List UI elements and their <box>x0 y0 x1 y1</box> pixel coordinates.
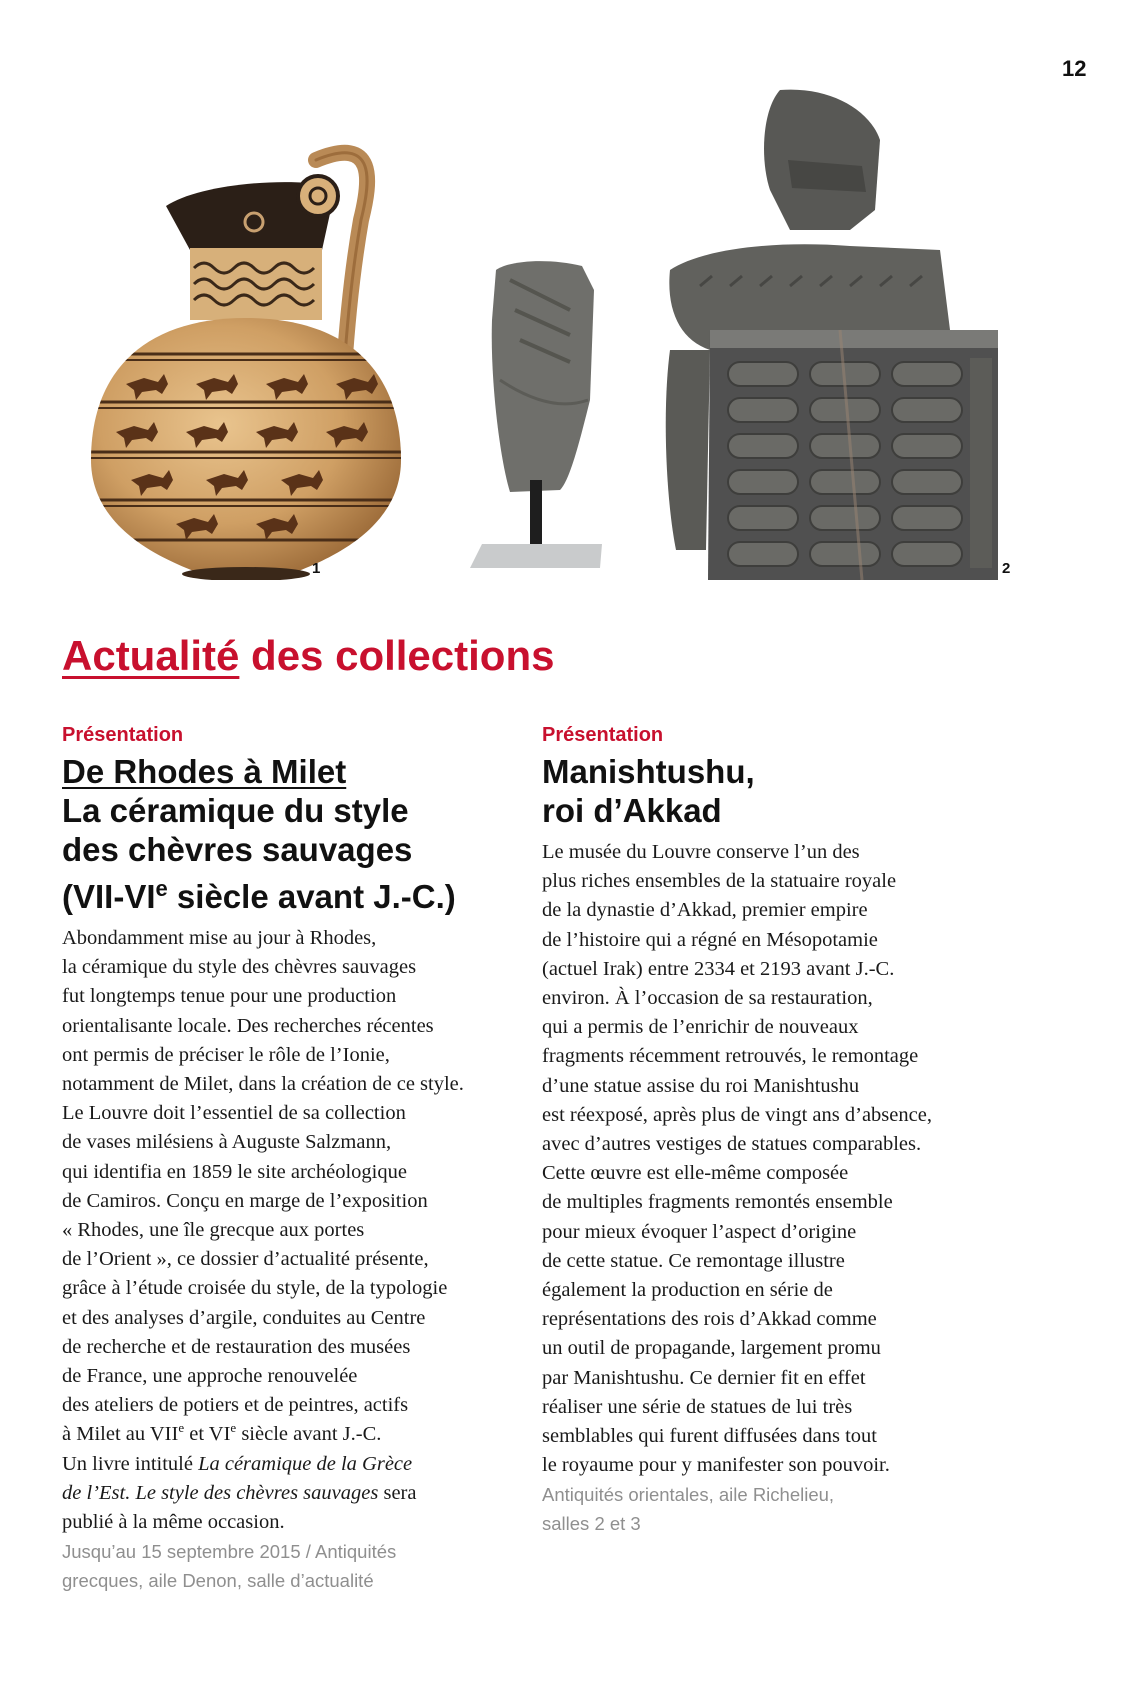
headline-line-1 <box>62 752 532 791</box>
body-line: ont permis de préciser le rôle de l’Ionie, <box>62 1043 390 1066</box>
body-line: réaliser une série de statues de lui très <box>542 1395 853 1418</box>
article-kicker: Présentation <box>62 724 184 746</box>
body-line: (actuel Irak) entre 2334 et 2193 avant J.-C. <box>542 957 895 980</box>
article-kicker: Présentation <box>542 724 664 746</box>
body-line: « Rhodes, une île grecque aux portes <box>62 1219 365 1242</box>
headline-line-2: La céramique du style <box>62 792 409 829</box>
body-line: Le musée du Louvre conserve l’un des <box>542 841 860 863</box>
body-line: fragments récemment retrouvés, le remontage <box>542 1045 919 1068</box>
body-line: d’une statue assise du roi Manishtushu <box>542 1074 860 1097</box>
body-line: semblables qui furent diffusées dans tout <box>542 1425 877 1448</box>
body-line: est réexposé, après plus de vingt ans d’absence, <box>542 1103 932 1126</box>
body-line: par Manishtushu. Ce dernier fit en effet <box>542 1366 866 1389</box>
body-line: un outil de propagande, largement promu <box>542 1337 881 1360</box>
body-line: de vases milésiens à Auguste Salzmann, <box>62 1131 392 1154</box>
body-line: de France, une approche renouvelée <box>62 1365 358 1388</box>
body-line: plus riches ensembles de la statuaire royale <box>542 870 897 893</box>
body-line: environ. À l’occasion de sa restauration, <box>542 987 873 1010</box>
body-line: la céramique du style des chèvres sauvages <box>62 956 417 979</box>
body-line: de l’Orient », ce dossier d’actualité présente, <box>62 1248 429 1271</box>
body-line: de Camiros. Conçu en marge de l’exposition <box>62 1189 428 1212</box>
body-line: de l’histoire qui a régné en Mésopotamie <box>542 928 878 951</box>
body-line: fut longtemps tenue pour une production <box>62 985 397 1008</box>
body-line: représentations des rois d’Akkad comme <box>542 1308 877 1331</box>
figure-1-number: 1 <box>312 560 321 577</box>
body-line: Le Louvre doit l’essentiel de sa collection <box>62 1102 406 1125</box>
meta-line: salles 2 et 3 <box>542 1513 641 1535</box>
body-line: pour mieux évoquer l’aspect d’origine <box>542 1220 857 1243</box>
body-line: des ateliers de potiers et de peintres, actifs <box>62 1394 409 1417</box>
section-title <box>62 632 554 680</box>
body-line: grâce à l’étude croisée du style, de la typologie <box>62 1277 448 1300</box>
body-line-book-title: Un livre intitulé La céramique de la Grèce <box>62 1452 413 1475</box>
headline-line-2: roi d’Akkad <box>542 792 722 829</box>
statue-photo <box>470 80 1000 580</box>
body-line: de recherche et de restauration des musées <box>62 1335 411 1358</box>
article-headline <box>62 752 532 916</box>
body-line: le royaume pour y manifester son pouvoir. <box>542 1454 890 1477</box>
headline-line-1: Manishtushu, <box>542 753 755 790</box>
headline-line-4: (VII-VIe siècle avant J.-C.) <box>62 876 456 915</box>
meta-line: grecques, aile Denon, salle d’actualité <box>62 1570 374 1592</box>
article-meta <box>62 1537 532 1595</box>
article-manishtushu <box>542 722 1012 1538</box>
body-line: de la dynastie d’Akkad, premier empire <box>542 899 868 922</box>
body-line-century: à Milet au VIIe et VIe siècle avant J.-C. <box>62 1420 382 1446</box>
article-body <box>542 838 1012 1480</box>
meta-line: Antiquités orientales, aile Richelieu, <box>542 1484 835 1506</box>
body-line: également la production en série de <box>542 1279 833 1302</box>
page-number: 12 <box>1062 56 1087 81</box>
body-line: avec d’autres vestiges de statues comparables. <box>542 1133 922 1156</box>
body-line: publié à la même occasion. <box>62 1511 285 1534</box>
article-meta <box>542 1480 1012 1538</box>
section-title-highlight: Actualité <box>62 632 240 679</box>
article-body <box>62 924 532 1537</box>
figure-2-number: 2 <box>1002 560 1011 577</box>
body-line-book-title-cont: de l’Est. Le style des chèvres sauvages sera <box>62 1481 417 1504</box>
meta-line: Jusqu’au 15 septembre 2015 / Antiquités <box>62 1541 397 1563</box>
body-line: Abondamment mise au jour à Rhodes, <box>62 927 377 949</box>
headline-underlined-title: De Rhodes à Milet <box>62 753 347 790</box>
body-line: de cette statue. Ce remontage illustre <box>542 1249 845 1272</box>
headline-line-3: des chèvres sauvages <box>62 831 413 868</box>
body-line: qui identifia en 1859 le site archéologique <box>62 1160 407 1183</box>
body-line: et des analyses d’argile, conduites au Centre <box>62 1306 426 1329</box>
body-line: de multiples fragments remontés ensemble <box>542 1191 893 1214</box>
body-line: orientalisante locale. Des recherches récentes <box>62 1014 434 1037</box>
article-headline <box>542 752 1012 830</box>
body-line: notamment de Milet, dans la création de ce style. <box>62 1073 464 1096</box>
article-rhodes-milet <box>62 722 532 1595</box>
section-title-rest: des collections <box>239 632 555 679</box>
body-line: Cette œuvre est elle-même composée <box>542 1162 849 1185</box>
body-line: qui a permis de l’enrichir de nouveaux <box>542 1016 859 1039</box>
vase-photo <box>86 140 406 580</box>
